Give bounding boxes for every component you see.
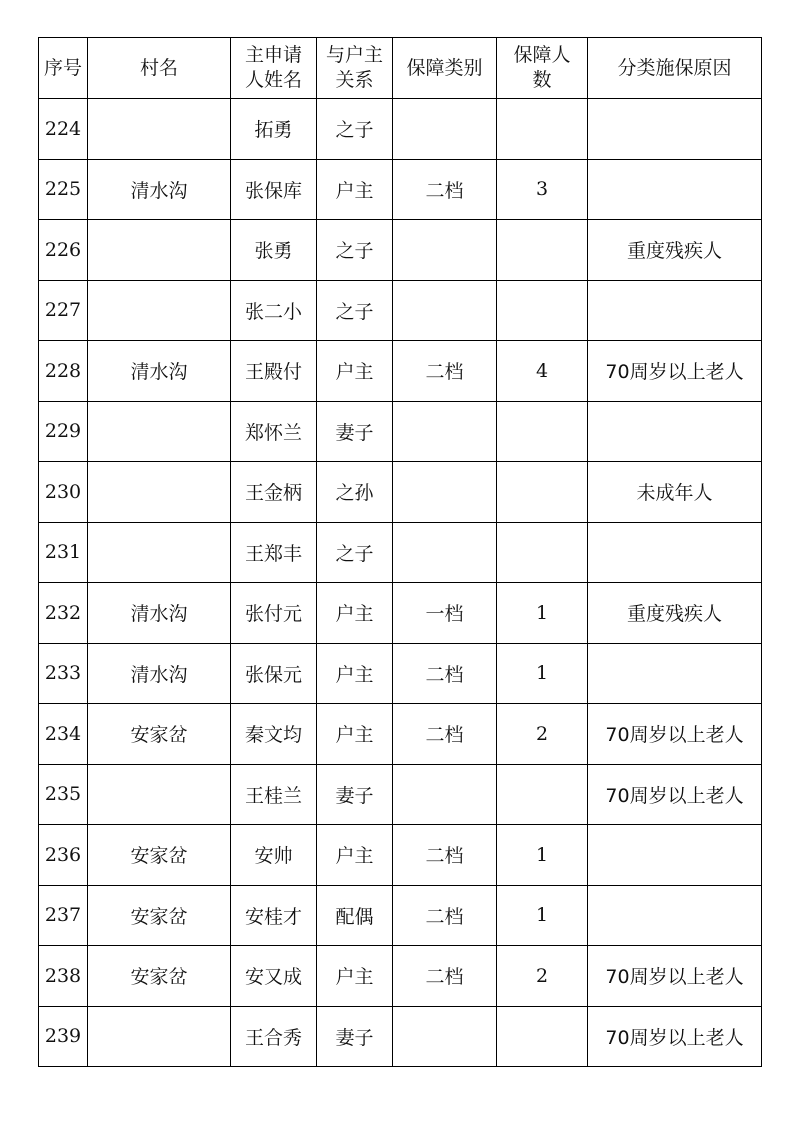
header-count-line2: 数 xyxy=(532,69,552,91)
cell-category: 二档 xyxy=(393,341,497,402)
cell-index: 235 xyxy=(39,764,88,825)
cell-reason xyxy=(588,280,762,341)
cell-reason: 重度残疾人 xyxy=(588,583,762,644)
table-row xyxy=(39,401,762,462)
table-row xyxy=(39,280,762,341)
table-row xyxy=(39,462,762,523)
cell-category: 二档 xyxy=(393,643,497,704)
cell-relation: 之子 xyxy=(317,522,393,583)
header-count-line1: 保障人 xyxy=(513,44,571,66)
cell-village xyxy=(88,220,231,281)
cell-reason xyxy=(588,522,762,583)
cell-village xyxy=(88,401,231,462)
cell-count xyxy=(497,764,588,825)
cell-reason: 未成年人 xyxy=(588,462,762,523)
cell-name: 安又成 xyxy=(231,946,317,1007)
cell-village xyxy=(88,1006,231,1067)
cell-index: 224 xyxy=(39,99,88,160)
cell-relation: 之子 xyxy=(317,99,393,160)
cell-index: 228 xyxy=(39,341,88,402)
cell-village: 安家岔 xyxy=(88,885,231,946)
cell-name: 郑怀兰 xyxy=(231,401,317,462)
header-reason: 分类施保原因 xyxy=(588,38,762,99)
cell-relation: 之子 xyxy=(317,280,393,341)
cell-relation: 之孙 xyxy=(317,462,393,523)
cell-relation: 户主 xyxy=(317,643,393,704)
header-applicant xyxy=(231,38,317,99)
cell-index: 238 xyxy=(39,946,88,1007)
cell-name: 张付元 xyxy=(231,583,317,644)
cell-name: 安帅 xyxy=(231,825,317,886)
cell-category: 二档 xyxy=(393,704,497,765)
table-row xyxy=(39,946,762,1007)
table-row xyxy=(39,1006,762,1067)
cell-index: 233 xyxy=(39,643,88,704)
cell-count: 1 xyxy=(497,643,588,704)
cell-category xyxy=(393,220,497,281)
header-count xyxy=(497,38,588,99)
header-relation-line2: 关系 xyxy=(335,69,374,91)
cell-village: 清水沟 xyxy=(88,643,231,704)
cell-index: 230 xyxy=(39,462,88,523)
cell-category xyxy=(393,99,497,160)
header-applicant-line1: 主申请 xyxy=(244,44,302,66)
cell-count xyxy=(497,462,588,523)
cell-village xyxy=(88,280,231,341)
cell-village: 安家岔 xyxy=(88,825,231,886)
cell-category xyxy=(393,462,497,523)
cell-count xyxy=(497,280,588,341)
cell-village: 安家岔 xyxy=(88,704,231,765)
cell-reason xyxy=(588,99,762,160)
cell-category xyxy=(393,280,497,341)
cell-count: 2 xyxy=(497,946,588,1007)
cell-relation: 之子 xyxy=(317,220,393,281)
cell-village: 清水沟 xyxy=(88,341,231,402)
cell-category xyxy=(393,764,497,825)
cell-relation: 户主 xyxy=(317,159,393,220)
cell-index: 237 xyxy=(39,885,88,946)
cell-relation: 户主 xyxy=(317,946,393,1007)
cell-reason: 70周岁以上老人 xyxy=(588,1006,762,1067)
cell-index: 234 xyxy=(39,704,88,765)
cell-name: 张二小 xyxy=(231,280,317,341)
cell-relation: 户主 xyxy=(317,825,393,886)
cell-count xyxy=(497,401,588,462)
cell-reason: 70周岁以上老人 xyxy=(588,946,762,1007)
cell-category: 二档 xyxy=(393,885,497,946)
cell-index: 231 xyxy=(39,522,88,583)
cell-index: 236 xyxy=(39,825,88,886)
cell-relation: 户主 xyxy=(317,583,393,644)
table-row xyxy=(39,825,762,886)
cell-name: 安桂才 xyxy=(231,885,317,946)
cell-reason xyxy=(588,825,762,886)
table-header xyxy=(39,38,762,99)
cell-index: 239 xyxy=(39,1006,88,1067)
cell-category xyxy=(393,401,497,462)
cell-reason xyxy=(588,643,762,704)
header-applicant-line2: 人姓名 xyxy=(244,69,302,91)
header-index: 序号 xyxy=(39,38,88,99)
cell-category: 二档 xyxy=(393,825,497,886)
cell-count: 1 xyxy=(497,825,588,886)
header-category: 保障类别 xyxy=(393,38,497,99)
cell-reason xyxy=(588,885,762,946)
cell-name: 王桂兰 xyxy=(231,764,317,825)
cell-category: 一档 xyxy=(393,583,497,644)
cell-relation: 户主 xyxy=(317,341,393,402)
cell-count: 4 xyxy=(497,341,588,402)
table-row xyxy=(39,522,762,583)
cell-reason xyxy=(588,159,762,220)
header-relation xyxy=(317,38,393,99)
cell-reason: 重度残疾人 xyxy=(588,220,762,281)
cell-name: 张保库 xyxy=(231,159,317,220)
cell-name: 张勇 xyxy=(231,220,317,281)
cell-relation: 妻子 xyxy=(317,401,393,462)
table-row xyxy=(39,99,762,160)
table-body xyxy=(39,99,762,1067)
cell-village xyxy=(88,764,231,825)
cell-name: 张保元 xyxy=(231,643,317,704)
cell-reason xyxy=(588,401,762,462)
cell-reason: 70周岁以上老人 xyxy=(588,764,762,825)
cell-count xyxy=(497,1006,588,1067)
header-row xyxy=(39,38,762,99)
cell-index: 227 xyxy=(39,280,88,341)
table-row xyxy=(39,341,762,402)
cell-village: 安家岔 xyxy=(88,946,231,1007)
table-row xyxy=(39,704,762,765)
cell-relation: 配偶 xyxy=(317,885,393,946)
cell-name: 王殿付 xyxy=(231,341,317,402)
cell-reason: 70周岁以上老人 xyxy=(588,341,762,402)
table-row xyxy=(39,764,762,825)
cell-name: 秦文均 xyxy=(231,704,317,765)
cell-index: 225 xyxy=(39,159,88,220)
table-row xyxy=(39,220,762,281)
cell-category: 二档 xyxy=(393,159,497,220)
relief-roster-table xyxy=(38,37,762,1067)
table-row xyxy=(39,643,762,704)
cell-village xyxy=(88,522,231,583)
cell-relation: 妻子 xyxy=(317,1006,393,1067)
cell-index: 226 xyxy=(39,220,88,281)
cell-count: 2 xyxy=(497,704,588,765)
cell-count xyxy=(497,522,588,583)
cell-index: 232 xyxy=(39,583,88,644)
cell-count: 3 xyxy=(497,159,588,220)
cell-category: 二档 xyxy=(393,946,497,1007)
cell-index: 229 xyxy=(39,401,88,462)
cell-village xyxy=(88,99,231,160)
header-village: 村名 xyxy=(88,38,231,99)
cell-village: 清水沟 xyxy=(88,159,231,220)
cell-village xyxy=(88,462,231,523)
cell-name: 拓勇 xyxy=(231,99,317,160)
cell-category xyxy=(393,1006,497,1067)
table-row xyxy=(39,583,762,644)
cell-relation: 妻子 xyxy=(317,764,393,825)
cell-count xyxy=(497,220,588,281)
cell-category xyxy=(393,522,497,583)
table-row xyxy=(39,159,762,220)
table-row xyxy=(39,885,762,946)
cell-village: 清水沟 xyxy=(88,583,231,644)
header-relation-line1: 与户主 xyxy=(325,44,383,66)
cell-relation: 户主 xyxy=(317,704,393,765)
cell-reason: 70周岁以上老人 xyxy=(588,704,762,765)
cell-name: 王金柄 xyxy=(231,462,317,523)
cell-name: 王合秀 xyxy=(231,1006,317,1067)
cell-count: 1 xyxy=(497,885,588,946)
cell-count: 1 xyxy=(497,583,588,644)
cell-name: 王郑丰 xyxy=(231,522,317,583)
cell-count xyxy=(497,99,588,160)
